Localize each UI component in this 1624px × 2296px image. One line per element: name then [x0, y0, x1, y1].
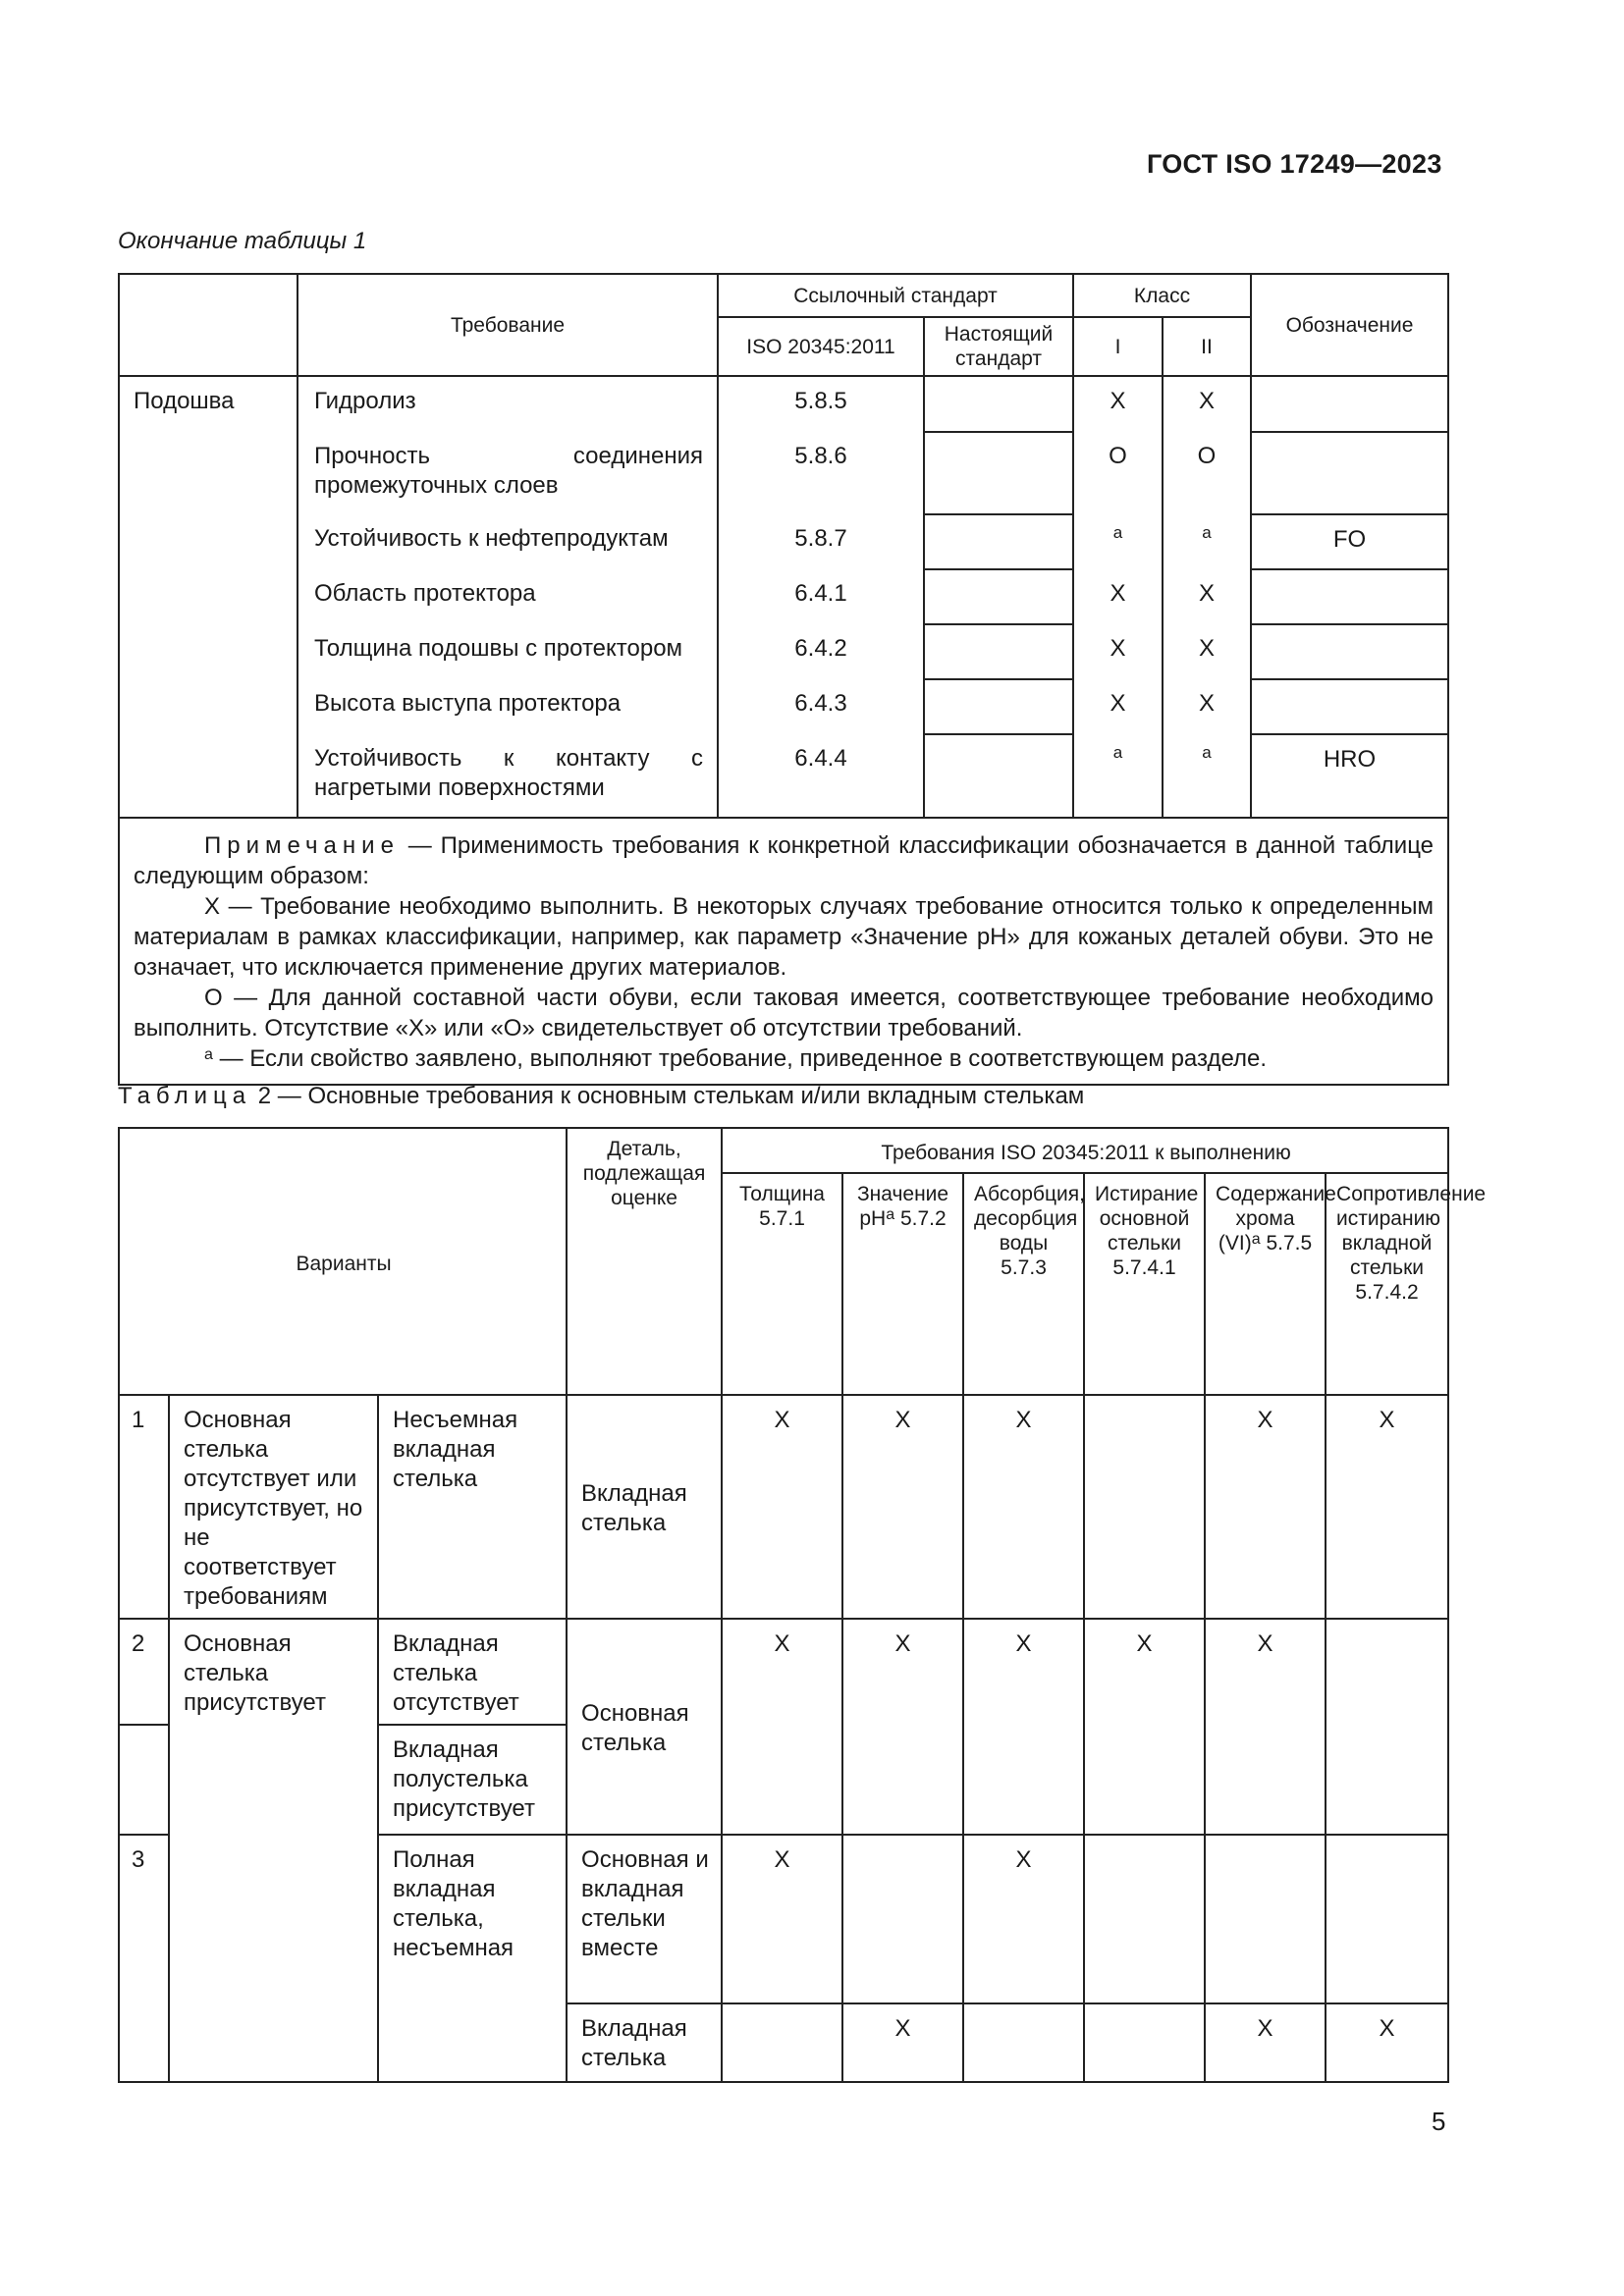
present-cell — [924, 376, 1073, 432]
row-number: 3 — [119, 1835, 169, 2082]
present-line-1: Настоящий — [944, 323, 1054, 346]
header-detail: Деталь, подлежащая оценке — [567, 1128, 722, 1395]
present-cell — [924, 514, 1073, 569]
class-ii-cell: X — [1163, 376, 1251, 432]
page-number: 5 — [1432, 2107, 1446, 2136]
value-cell — [1084, 1835, 1205, 2003]
insole-cell: Вкладная полустелька присутствует — [378, 1725, 567, 1835]
value-cell: X — [842, 1395, 963, 1619]
class-ii-cell: O — [1163, 432, 1251, 514]
table-note — [119, 818, 1448, 1085]
iso-cell: 6.4.3 — [718, 679, 924, 734]
value-cell: X — [1205, 1395, 1326, 1619]
value-cell: X — [1084, 1619, 1205, 1835]
value-cell — [722, 2003, 842, 2082]
req-cell: Устойчивость к нефтепродуктам — [298, 514, 718, 569]
header-class: Класс — [1073, 274, 1251, 317]
detail-cell: Вкладная стелька — [567, 1395, 722, 1619]
value-cell: X — [963, 1619, 1084, 1835]
class-ii-cell: a — [1163, 734, 1251, 818]
value-cell — [1326, 1619, 1448, 1835]
insole-cell: Полная вкладная стелька, несъемная — [378, 1835, 567, 2082]
value-cell: X — [722, 1619, 842, 1835]
table-2-caption — [118, 1083, 1084, 1110]
note-x: X — Требование необходимо выполнить. В некоторых случаях требование относится только к определенным материалам в рамках классификации, например, как параметр «Значение pH» для кожаных деталей обуви. Это не означает, что исключается применение других материалов. — [134, 893, 1435, 981]
main-insole-cell: Основная стелька присутствует — [169, 1619, 378, 2082]
col-ph-text: Значение pH — [856, 1183, 949, 1230]
value-cell — [1326, 1835, 1448, 2003]
header-iso: ISO 20345:2011 — [718, 317, 924, 376]
class-ii-cell: X — [1163, 624, 1251, 679]
iso-cell: 6.4.2 — [718, 624, 924, 679]
note-a: — Если свойство заявлено, выполняют требование, приведенное в соответствующем разделе. — [212, 1045, 1268, 1072]
header-class-i: I — [1073, 317, 1163, 376]
header-empty-cell — [119, 274, 298, 376]
header-col-ph — [842, 1173, 963, 1395]
req-cell: Устойчивость к контакту с нагретыми поверхностями — [298, 734, 718, 818]
note-o: O — Для данной составной части обуви, если таковая имеется, соответствующее требование необходимо выполнить. Отсутствие «X» или «O» свидетельствует об отсутствии требований. — [134, 985, 1435, 1041]
req-cell: Толщина подошвы с протектором — [298, 624, 718, 679]
col-ph-tail: 5.7.2 — [894, 1207, 947, 1230]
class-ii-cell: X — [1163, 679, 1251, 734]
col-chromium-tail: 5.7.5 — [1260, 1232, 1313, 1255]
present-cell — [924, 679, 1073, 734]
row-number: 2 — [119, 1619, 169, 1725]
iso-cell: 5.8.6 — [718, 432, 924, 514]
header-variants: Варианты — [119, 1128, 567, 1395]
iso-cell: 5.8.5 — [718, 376, 924, 432]
header-col-thickness: Толщина 5.7.1 — [722, 1173, 842, 1395]
value-cell: X — [722, 1395, 842, 1619]
class-i-cell: O — [1073, 432, 1163, 514]
designation-cell — [1251, 569, 1448, 624]
class-i-cell: a — [1073, 734, 1163, 818]
header-col-abrasion-main: Истирание основной стельки 5.7.4.1 — [1084, 1173, 1205, 1395]
class-i-cell: X — [1073, 679, 1163, 734]
value-cell — [963, 2003, 1084, 2082]
header-requirement: Требование — [298, 274, 718, 376]
header-ref-standard: Ссылочный стандарт — [718, 274, 1073, 317]
table-2 — [118, 1127, 1487, 2083]
req-cell: Гидролиз — [298, 376, 718, 432]
col-chromium-sup: a — [1251, 1231, 1261, 1248]
value-cell: X — [842, 1619, 963, 1835]
caption-rest: 2 — Основные требования к основным стелькам и/или вкладным стелькам — [251, 1083, 1085, 1109]
class-ii-cell: a — [1163, 514, 1251, 569]
designation-cell — [1251, 624, 1448, 679]
col-ph-sup: a — [886, 1206, 895, 1223]
present-cell — [924, 734, 1073, 818]
value-cell: X — [1326, 1395, 1448, 1619]
header-present-standard — [924, 317, 1073, 376]
designation-cell — [1251, 679, 1448, 734]
part-cell: Подошва — [119, 376, 298, 818]
header-col-absorption: Абсорбция, десорбция воды 5.7.3 — [963, 1173, 1084, 1395]
value-cell — [842, 1835, 963, 2003]
col-chromium-text: Содержание хрома (VI) — [1216, 1183, 1336, 1255]
iso-cell: 6.4.4 — [718, 734, 924, 818]
value-cell: X — [722, 1835, 842, 2003]
main-insole-cell: Основная стелька отсутствует или присутствует, но не соответствует требованиям — [169, 1395, 378, 1619]
class-i-cell: X — [1073, 376, 1163, 432]
class-i-cell: X — [1073, 624, 1163, 679]
iso-cell: 5.8.7 — [718, 514, 924, 569]
req-cell: Высота выступа протектора — [298, 679, 718, 734]
document-header: ГОСТ ISO 17249—2023 — [1147, 149, 1442, 179]
designation-cell: FO — [1251, 514, 1448, 569]
header-reqs: Требования ISO 20345:2011 к выполнению — [722, 1128, 1448, 1173]
value-cell: X — [963, 1835, 1084, 2003]
value-cell — [1084, 2003, 1205, 2082]
designation-cell — [1251, 432, 1448, 514]
table-continuation-label: Окончание таблицы 1 — [118, 228, 367, 254]
header-designation: Обозначение — [1251, 274, 1448, 376]
class-ii-cell: X — [1163, 569, 1251, 624]
value-cell — [1084, 1395, 1205, 1619]
value-cell: X — [1205, 2003, 1326, 2082]
insole-cell: Несъемная вкладная стелька — [378, 1395, 567, 1619]
iso-cell: 6.4.1 — [718, 569, 924, 624]
present-cell — [924, 432, 1073, 514]
value-cell: X — [1326, 2003, 1448, 2082]
note-label: Примечание — [204, 832, 400, 859]
designation-cell — [1251, 376, 1448, 432]
req-cell: Прочность соединения промежуточных слоев — [298, 432, 718, 514]
caption-label: Таблица — [118, 1083, 252, 1109]
header-col-chromium — [1205, 1173, 1336, 1395]
row-number-empty — [119, 1725, 169, 1835]
header-class-ii: II — [1163, 317, 1251, 376]
class-i-cell: X — [1073, 569, 1163, 624]
present-line-2: стандарт — [955, 347, 1042, 370]
note-intro: — Применимость требования к конкретной классификации обозначается в данной таблице следующим образом: — [134, 832, 1435, 889]
req-cell: Область протектора — [298, 569, 718, 624]
detail-cell: Вкладная стелька — [567, 2003, 722, 2082]
present-cell — [924, 624, 1073, 679]
value-cell — [1205, 1835, 1326, 2003]
class-i-cell: a — [1073, 514, 1163, 569]
detail-cell: Основная стелька — [567, 1619, 722, 1835]
insole-cell: Вкладная стелька отсутствует — [378, 1619, 567, 1725]
row-number: 1 — [119, 1395, 169, 1619]
note-a-mark: a — [204, 1046, 213, 1063]
value-cell: X — [1205, 1619, 1326, 1835]
table-1 — [118, 273, 1449, 1086]
present-cell — [924, 569, 1073, 624]
value-cell: X — [842, 2003, 963, 2082]
value-cell: X — [963, 1395, 1084, 1619]
header-col-abrasion-insole: Сопротивление истиранию вкладной стельки 5.7.4.2 — [1326, 1173, 1448, 1395]
detail-cell: Основная и вкладная стельки вместе — [567, 1835, 722, 2003]
designation-cell: HRO — [1251, 734, 1448, 818]
